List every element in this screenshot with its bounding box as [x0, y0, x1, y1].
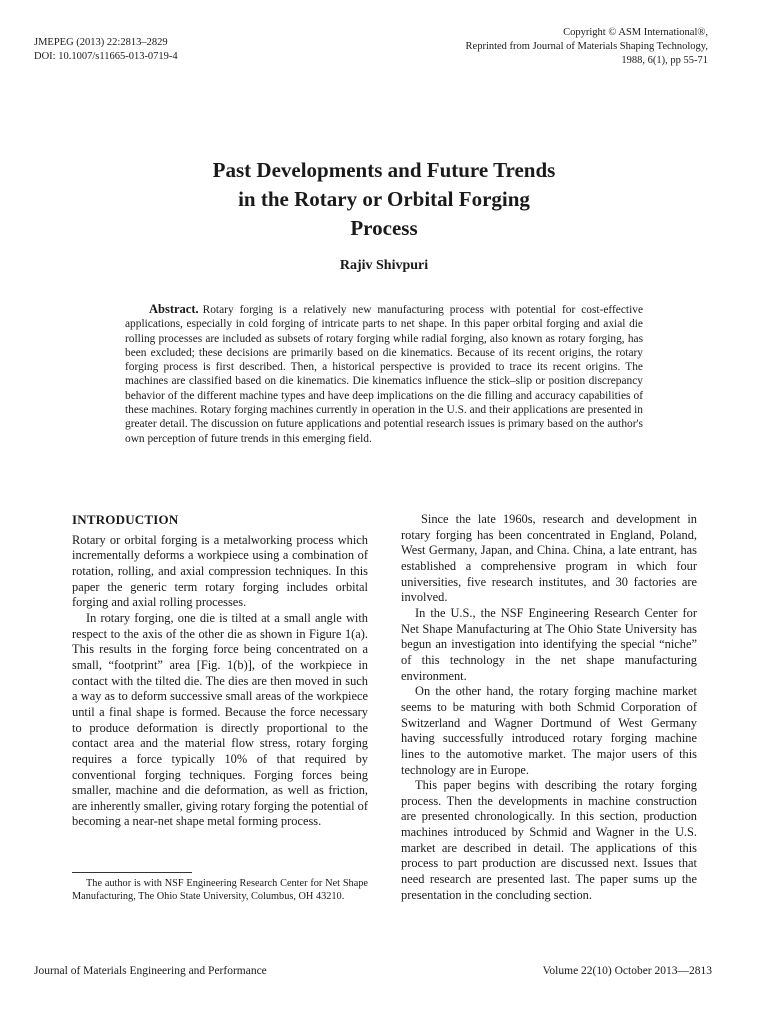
title-line: Past Developments and Future Trends	[212, 158, 556, 182]
reprint-line-1: Reprinted from Journal of Materials Shaping Technology,	[465, 41, 708, 52]
section-heading-introduction: INTRODUCTION	[72, 512, 179, 527]
body-paragraph: Rotary or orbital forging is a metalworking process which incrementally deforms a workpiece using a combination of rotation, rolling, and axial compression techniques. In this paper the generic term rotary forging includes orbital forging and axial rolling processes.	[72, 532, 368, 610]
title-line: in the Rotary or Orbital Forging	[238, 187, 530, 211]
body-paragraph: On the other hand, the rotary forging machine market seems to be maturing with both Schmid Corporation of Switzerland and Wagner Dortmund of West Germany having successfully introduced rotary forging machine lines to the automotive market. The major users of this technology are in Europe.	[401, 684, 697, 777]
doi-link[interactable]: DOI: 10.1007/s11665-013-0719-4	[34, 51, 178, 62]
paper-title	[100, 156, 668, 243]
body-paragraph: In rotary forging, one die is tilted at a small angle with respect to the axis of the other die as shown in Figure 1(a). This results in the forging force being concentrated on a small, “footprint” area [Fig. 1(b)], of the workpiece in contact with the tilted die. The dies are then moved in such a way as to deform successive small areas of the workpiece until a final shape is formed. Because the force necessary to produce deformation is directly proportional to the contact area and the material flow stress, rotary forging requires a force typically 10% of that required by conventional forging techniques. Forging forces being smaller, machine and die deformation, as well as friction, are inherently smaller, giving rotary forging the potential of becoming a near-net shape metal forming process.	[72, 610, 368, 829]
running-header-left	[34, 36, 178, 64]
abstract-text: Rotary forging is a relatively new manufacturing process with potential for cost-effective applications, especially in cold forging of intricate parts to net shape. In this paper orbital forging and axial die rolling processes are included as subsets of rotary forging while radial forging, also known as rotary forging, has been excluded; these decisions are primarily based on die kinematics. Because of its recent origins, the rotary forging process is first described. Then, a historical perspective is provided to trace its recent origins. The machines are classified based on die kinematics. Die kinematics influence the stick–slip or position discrepancy behavior of the different machine types and have deep implications on the die filling and accuracy capabilities of these machines. Rotary forging machines currently in operation in the U.S. and their applications are presented in greater detail. The discussion on future applications and potential research issues is primary based on the author's own perception of future trends in this emerging field.	[125, 304, 643, 445]
abstract-label: Abstract.	[149, 302, 199, 316]
body-column-left	[72, 512, 368, 830]
author-affiliation-footnote: The author is with NSF Engineering Research Center for Net Shape Manufacturing, The Ohio State University, Columbus, OH 43210.	[72, 878, 368, 902]
author-name: Rajiv Shivpuri	[339, 258, 429, 273]
footnote-divider	[72, 872, 192, 873]
footer-volume-page: Volume 22(10) October 2013—2813	[542, 965, 712, 977]
body-paragraph: In the U.S., the NSF Engineering Research Center for Net Shape Manufacturing at The Ohio State University has begun an investigation into identifying the special “niche” of this technology in the net shape manufacturing environment.	[401, 605, 697, 683]
body-column-right	[401, 512, 697, 903]
title-line: Process	[350, 216, 418, 240]
journal-reference: JMEPEG (2013) 22:2813–2829	[34, 37, 168, 48]
abstract	[125, 302, 643, 446]
body-paragraph: This paper begins with describing the rotary forging process. Then the developments in machine construction are presented chronologically. In this section, production machines introduced by Schmid and Wagner in the U.S. market are described in detail. The applications of this process to part production are discussed next. Issues that need research are presented last. The paper sums up the presentation in the concluding section.	[401, 778, 697, 902]
running-header-right	[466, 26, 708, 68]
copyright-line: Copyright © ASM International®,	[563, 27, 708, 38]
footer-journal-name: Journal of Materials Engineering and Performance	[34, 965, 267, 977]
reprint-line-2: 1988, 6(1), pp 55-71	[621, 55, 708, 66]
body-paragraph: Since the late 1960s, research and development in rotary forging has been concentrated in England, Poland, West Germany, Japan, and China. China, a late entrant, has established a comprehensive program in which four universities, five research institutes, and 30 factories are involved.	[401, 512, 697, 605]
